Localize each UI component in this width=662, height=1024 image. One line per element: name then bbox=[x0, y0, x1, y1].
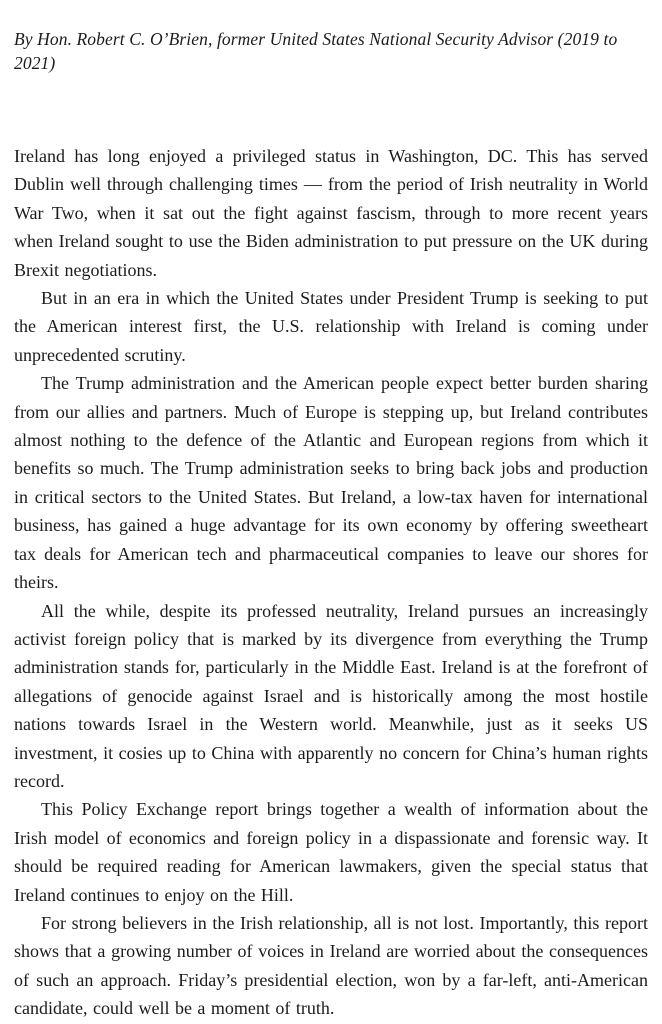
byline: By Hon. Robert C. O’Brien, former United States National Security Advisor (2019 to 2021) bbox=[14, 29, 618, 73]
body-text bbox=[14, 142, 648, 1023]
body-paragraph: This Policy Exchange report brings together a wealth of information about the Irish model of economics and foreign policy in a dispassionate and forensic way. It should be required reading for American lawmakers, given the special status that Ireland continues to enjoy on the Hill. bbox=[14, 799, 648, 905]
body-paragraph: Ireland has long enjoyed a privileged status in Washington, DC. This has served Dublin well through challenging times — from the period of Irish neutrality in World War Two, when it sat out the fight against fascism, through to more recent years when Ireland sought to use the Biden administration to put pressure on the UK during Brexit negotiations. bbox=[14, 146, 648, 280]
body-paragraph: All the while, despite its professed neutrality, Ireland pursues an increasingly activist foreign policy that is marked by its divergence from everything the Trump administration stands for, particularly in the Middle East. Ireland is at the forefront of allegations of genocide against Israel and is historically among the most hostile nations towards Israel in the Western world. Meanwhile, just as it seeks US investment, it cosies up to China with apparently no concern for China’s human rights record. bbox=[14, 600, 648, 791]
body-paragraph: But in an era in which the United States under President Trump is seeking to put the American interest first, the U.S. relationship with Ireland is coming under unprecedented scrutiny. bbox=[14, 288, 648, 365]
body-paragraph: For strong believers in the Irish relationship, all is not lost. Importantly, this report shows that a growing number of voices in Ireland are worried about the consequences of such an approach. Friday’s presidential election, won by a far-left, anti-American candidate, could well be a moment of truth. bbox=[14, 912, 648, 1019]
body-paragraph: The Trump administration and the American people expect better burden sharing from our allies and partners. Much of Europe is stepping up, but Ireland contributes almost nothing to the defence of the Atlantic and European regions from which it benefits so much. The Trump administration seeks to bring back jobs and production in critical sectors to the United States. But Ireland, a low-tax haven for international business, has gained a huge advantage for its own economy by offering sweetheart tax deals for American tech and pharmaceutical companies to leave our shores for theirs. bbox=[14, 373, 648, 593]
